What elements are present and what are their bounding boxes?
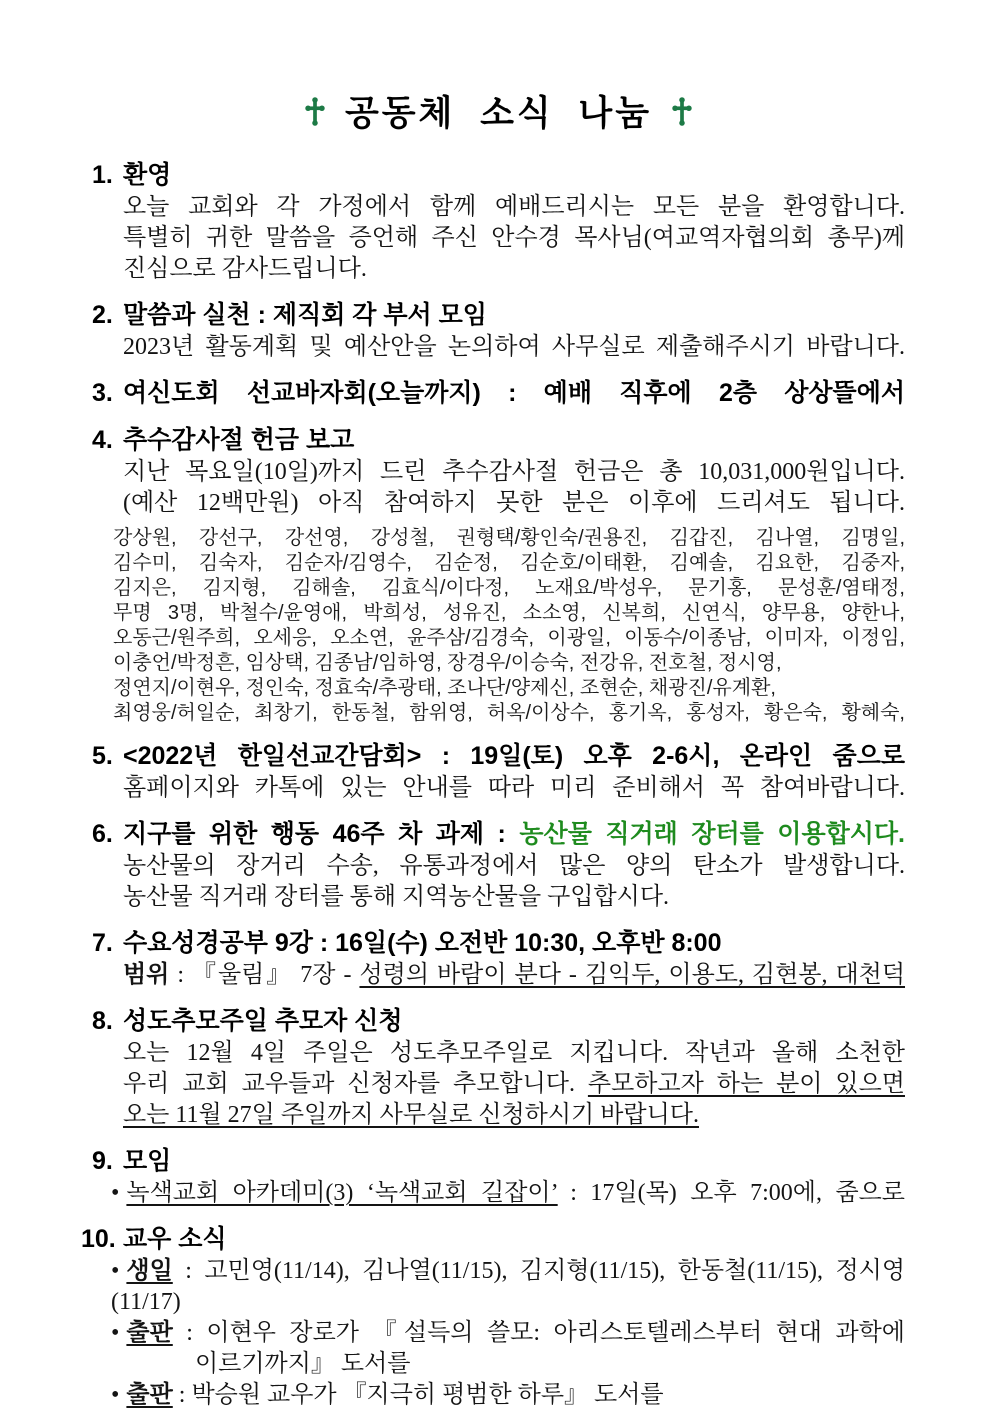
body-line: 2023년 활동계획 및 예산안을 논의하여 사무실로 제출해주시기 바랍니다. <box>123 334 905 360</box>
header-green-part: 농산물 직거래 장터를 이용합시다. <box>519 820 906 848</box>
range-pre: 『울림』 7장 - <box>192 962 360 988</box>
item-meetings <box>92 1144 905 1209</box>
item-memorial-sunday <box>92 1004 905 1131</box>
item-header: 수요성경공부 9강 : 16일(수) 오전반 10:30, 오후반 8:00 <box>123 929 722 957</box>
item-thanksgiving-offering <box>92 423 905 726</box>
body-line <box>123 960 905 991</box>
range-label: 범위 <box>123 962 170 988</box>
bullet-continuation: 이르기까지』 도서를 <box>195 1351 411 1377</box>
item-header: 환영 <box>123 161 172 189</box>
cross-icon <box>670 95 694 128</box>
label-sep: : <box>172 1258 205 1284</box>
bullet-line-birthday <box>111 1256 905 1318</box>
underlined-part: 추모하고자 하는 분이 있으면 <box>587 1071 905 1097</box>
item-header <box>123 817 905 851</box>
item-welcome <box>92 158 905 285</box>
bullet-label: 출판 <box>126 1382 173 1408</box>
plain-part: : 17일(목) 오후 7:00에, 줌으로 <box>557 1180 905 1206</box>
underlined-part: 오는 11월 27일 주일까지 사무실로 신청하시기 바랍니다. <box>123 1102 699 1128</box>
item-bible-study <box>92 926 905 991</box>
item-header: 모임 <box>123 1147 172 1175</box>
page-title: 공동체 소식 나눔 <box>344 94 653 133</box>
item-header: 성도추모주일 추모자 신청 <box>123 1007 403 1035</box>
body-line: 특별히 귀한 말씀을 증언해 주신 안수경 목사님(여교역자협의회 총무)께 <box>123 225 905 251</box>
item-header: 여신도회 선교바자회(오늘까지) : 예배 직후에 2층 상상뜰에서 <box>123 379 905 407</box>
item-number: 1. <box>92 161 113 189</box>
donor-line: 정연지/이현우, 정인숙, 정효숙/추광태, 조나단/양제신, 조현순, 채광진/유계환, <box>113 677 776 699</box>
item-header: 추수감사절 헌금 보고 <box>123 426 355 454</box>
bullet-text: 이현우 장로가 『설득의 쓸모: 아리스토텔레스부터 현대 과학에 <box>206 1320 905 1346</box>
body-line: 지난 목요일(10일)까지 드린 추수감사절 헌금은 총 10,031,000원입니다. <box>123 459 905 485</box>
range-sep: : <box>169 962 193 988</box>
bullet-text: 고민영(11/14), 김나열(11/15), 김지형(11/15), 한동철(11/15), 정시영(11/17) <box>111 1258 906 1315</box>
donor-line: 김지은, 김지형, 김해솔, 김효식/이다정, 노재요/박성우, 문기홍, 문성훈/염태정, <box>113 577 905 599</box>
item-word-practice <box>92 298 905 363</box>
body-line: (예산 12백만원) 아직 참여하지 못한 분은 이후에 드리셔도 됩니다. <box>123 490 905 516</box>
underlined-part: 녹색교회 아카데미(3) ‘녹색교회 길잡이’ <box>126 1180 558 1206</box>
body-line: 홈페이지와 카톡에 있는 안내를 따라 미리 준비해서 꼭 참여바랍니다. <box>123 775 905 801</box>
bullet-dot: • <box>111 1180 120 1206</box>
label-sep: : <box>172 1320 207 1346</box>
item-header: 교우 소식 <box>123 1225 227 1253</box>
plain-part: 우리 교회 교우들과 신청자를 추모합니다. <box>123 1071 588 1097</box>
item-mission-meeting <box>92 739 905 804</box>
donor-line: 무명 3명, 박철수/윤영애, 박희성, 성유진, 소소영, 신복희, 신연식, 양무용, 양한나, <box>113 602 905 624</box>
bullet-line <box>111 1178 905 1209</box>
item-number: 3. <box>92 379 113 407</box>
body-line: 오늘 교회와 각 가정에서 함께 예배드리시는 모든 분을 환영합니다. <box>123 194 905 220</box>
bullet-dot: • <box>111 1320 120 1346</box>
item-header: <2022년 한일선교간담회> : 19일(토) 오후 2-6시, 온라인 줌으로 <box>123 742 905 770</box>
item-number: 7. <box>92 929 113 957</box>
bullet-label: 출판 <box>126 1320 173 1346</box>
body-line: 농산물 직거래 장터를 통해 지역농산물을 구입합시다. <box>123 884 670 910</box>
item-number: 5. <box>92 742 113 770</box>
body-line <box>123 1069 905 1100</box>
bullet-line-publication <box>111 1380 905 1411</box>
page-title-row <box>92 86 905 136</box>
item-number: 2. <box>92 301 113 329</box>
item-number: 10. <box>81 1225 116 1253</box>
item-number: 8. <box>92 1007 113 1035</box>
body-line <box>123 1100 905 1131</box>
donor-line: 김수미, 김숙자, 김순자/김영수, 김순정, 김순호/이태환, 김예솔, 김요한, 김중자, <box>113 552 905 574</box>
item-number: 6. <box>92 820 113 848</box>
cross-icon <box>303 95 327 128</box>
item-bazaar <box>92 376 905 410</box>
bullet-text: 박승원 교우가 『지극히 평범한 하루』 도서를 <box>191 1382 664 1408</box>
donor-line: 오동근/원주희, 오세응, 오소연, 윤주삼/김경숙, 이광일, 이동수/이종남, 이미자, 이정임, <box>113 627 905 649</box>
bullet-dot: • <box>111 1382 120 1408</box>
bullet-dot: • <box>111 1258 120 1284</box>
donor-line: 최영웅/허일순, 최창기, 한동철, 함위영, 허옥/이상수, 홍기옥, 홍성자, 황은숙, 황혜숙, <box>113 702 905 724</box>
bullet-line-publication <box>111 1318 905 1349</box>
donor-name-list <box>113 526 905 726</box>
body-line: 농산물의 장거리 수송, 유통과정에서 많은 양의 탄소가 발생합니다. <box>123 853 905 879</box>
item-header: 말씀과 실천 : 제직회 각 부서 모임 <box>123 301 487 329</box>
item-number: 4. <box>92 426 113 454</box>
donor-line: 이충언/박정흔, 임상택, 김종남/임하영, 장경우/이승숙, 전강유, 전호철, 정시영, <box>113 652 782 674</box>
body-line: 진심으로 감사드립니다. <box>123 256 367 282</box>
item-earth-action <box>92 817 905 913</box>
item-member-news <box>81 1222 906 1411</box>
body-line: 오는 12월 4일 주일은 성도추모주일로 지킵니다. 작년과 올해 소천한 <box>123 1040 905 1066</box>
label-sep: : <box>172 1382 192 1408</box>
header-black-part: 지구를 위한 행동 46주 차 과제 : <box>123 820 520 848</box>
item-number: 9. <box>92 1147 113 1175</box>
range-underlined: 성령의 바람이 분다 - 김익두, 이용도, 김현봉, 대천덕 <box>359 962 906 988</box>
bullet-label: 생일 <box>126 1258 173 1284</box>
donor-line: 강상원, 강선구, 강선영, 강성철, 권형택/황인숙/권용진, 김갑진, 김나열, 김명일, <box>113 527 905 549</box>
